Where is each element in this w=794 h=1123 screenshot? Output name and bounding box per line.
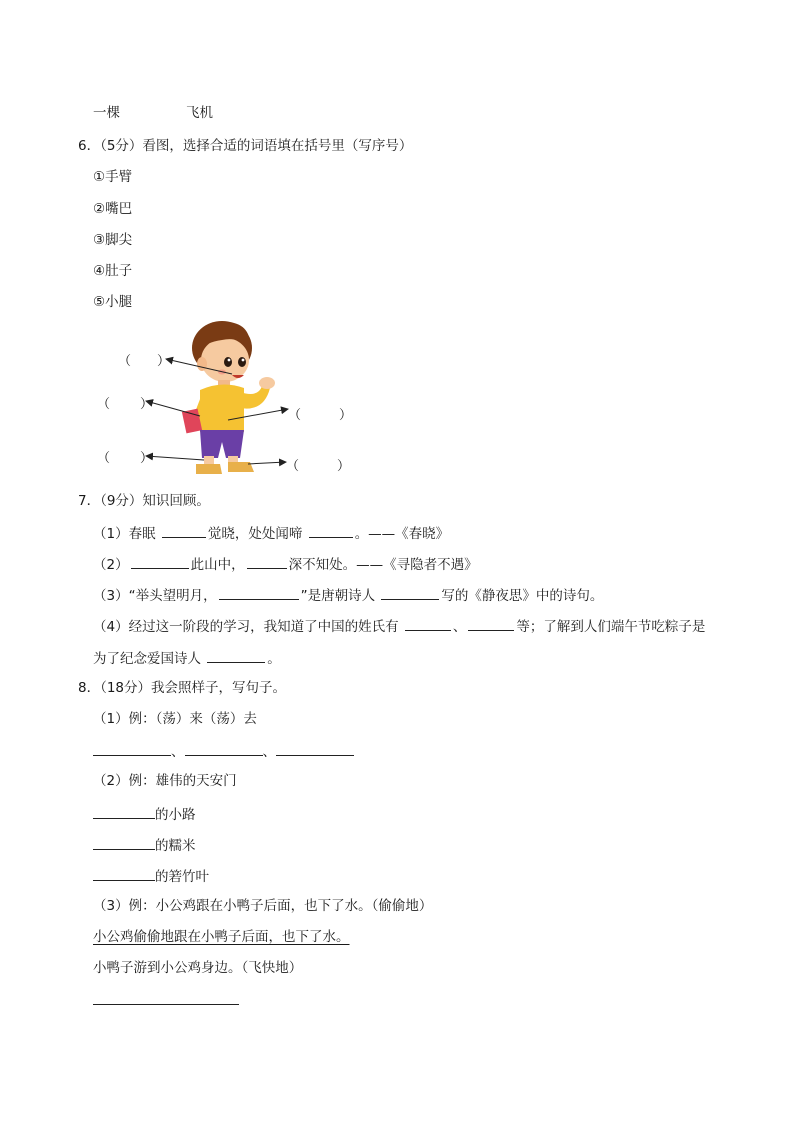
paren-bottom-right[interactable]: （ ） [286,459,351,474]
q8-p2-item-3 [93,866,209,886]
q8-p3-answer [93,990,239,1010]
q8-p2-blank-1[interactable] [93,804,155,819]
q7-s3 [93,585,603,605]
q7-s2-blank-2[interactable] [247,554,287,569]
q8-p1-blank-3[interactable] [276,741,354,756]
q7-s2-blank-1[interactable] [131,554,189,569]
q7-s1-blank-2[interactable] [309,523,353,538]
q8-sep-2: 、 [262,744,276,760]
q8-p3-example: 小公鸡偷偷地跟在小鸭子后面，也下了水。 [93,929,350,945]
q7-s2-a: （2） [93,557,129,573]
q6-header: 6．（5分）看图，选择合适的词语填在括号里（写序号） [78,138,413,154]
q8-p2: （2）例：雄伟的天安门 [93,773,237,789]
q5-word-right: 飞机 [186,105,213,121]
q7-s3-a: （3）“举头望明月， [93,588,217,604]
q7-s4-b: 、 [452,619,467,635]
q7-s4 [93,616,705,636]
q7-s4b-b: 。 [267,651,281,667]
q8-p2-blank-2[interactable] [93,835,155,850]
q7-s3-blank-1[interactable] [219,585,299,600]
q7-s2-c: 深不知处。——《寻隐者不遇》 [288,557,478,573]
q8-p3-blank[interactable] [93,990,239,1005]
q7-s2-b: 此山中， [190,557,245,573]
paren-bottom-left[interactable]: （ ） [97,451,154,466]
q6-option-2: ②嘴巴 [93,201,133,217]
q7-s1-blank-1[interactable] [162,523,206,538]
paren-top-left[interactable]: （ ） [118,354,171,369]
q8-header: 8．（18分）我会照样子，写句子。 [78,680,287,696]
q6-option-4: ④肚子 [93,263,133,279]
q8-p2-item-2 [93,835,196,855]
q7-s1-b: 觉晓，处处闻啼 [207,526,303,542]
q7-s1-a: （1）春眠 [93,526,156,542]
q6-option-1: ①手臂 [93,169,133,185]
q7-s2 [93,554,478,574]
q7-s4b-a: 为了纪念爱国诗人 [93,651,201,667]
q7-s4-blank-1[interactable] [405,616,451,631]
q7-s4-blank-3[interactable] [207,648,265,663]
q8-p3: （3）例：小公鸡跟在小鸭子后面，也下了水。（偷偷地） [93,898,433,914]
q7-s1-c: 。——《春晓》 [354,526,450,542]
arrow-toe [248,462,286,464]
q8-p1-blank-1[interactable] [93,741,171,756]
q8-p3-task: 小鸭子游到小公鸡身边。（飞快地） [93,960,303,976]
q7-s4-blank-2[interactable] [468,616,514,631]
q8-p2-item-1 [93,804,196,824]
paren-middle-left[interactable]: （ ） [97,397,154,412]
boy-figure [182,321,275,474]
arrow-arm [146,401,200,416]
paren-middle-right[interactable]: （ ） [288,408,353,423]
q7-s3-c: 写的《静夜思》中的诗句。 [441,588,604,604]
q7-s4-a: （4）经过这一阶段的学习，我知道了中国的姓氏有 [93,619,399,635]
q7-header: 7．（9分）知识回顾。 [78,493,210,509]
q8-p2-item-2-text: 的糯米 [155,838,196,854]
q8-p2-item-3-text: 的箬竹叶 [155,869,209,885]
q7-s4-c: 等；了解到人们端午节吃粽子是 [516,619,706,635]
q8-p2-blank-3[interactable] [93,866,155,881]
q5-word-left: 一棵 [93,105,120,121]
q7-s3-blank-2[interactable] [381,585,439,600]
q8-p1: （1）例：（荡）来（荡）去 [93,711,257,727]
q6-option-3: ③脚尖 [93,232,133,248]
q8-sep-1: 、 [171,744,185,760]
q8-p1-blank-2[interactable] [185,741,263,756]
q6-option-5: ⑤小腿 [93,294,133,310]
arrow-leg [146,456,204,460]
q8-p1-answers [93,741,354,761]
q7-s1 [93,523,449,543]
q7-s3-b: ”是唐朝诗人 [300,588,376,604]
q8-p2-item-1-text: 的小路 [155,807,196,823]
q7-s4-cont [93,648,281,668]
